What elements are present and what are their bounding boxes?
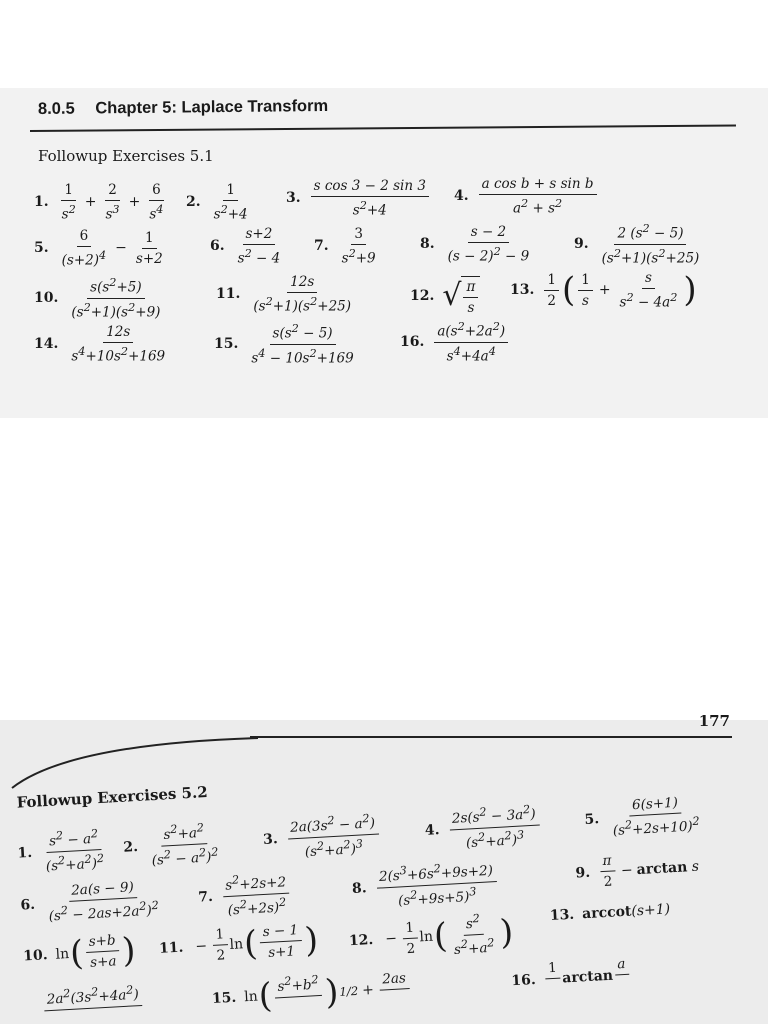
math-answer: $\frac{\pi}{2}$ − arctan s [597,848,700,891]
math-answer: $\frac{s+2}{s^2 - 4}$ [237,226,281,267]
math-answer: $\frac{6(s+1)}{(s^2+2s+10)^2}$ [612,794,700,839]
math-answer: ln ( $s^2+b^2$ ) 1/2 + 2as [243,968,412,1018]
exercise-number: 12. [348,931,374,950]
exercise-number: 1. [34,194,49,211]
exercise-11 [158,921,320,967]
exercise-16 [510,956,632,1000]
exercise-number: 10. [34,290,59,306]
exercise-11 [216,274,356,315]
math-answer: $\frac{1}{s^2+4}$ [213,182,248,223]
math-answer: − $\frac{1}{2}$ ln ( $\frac{s - 1}{s+1}$ ) [194,919,320,964]
math-answer: $\frac{s^2+a^2}{(s^2 - a^2)^2}$ [151,821,219,869]
exercises-5-1-title: Followup Exercises 5.1 [38,147,214,165]
math-answer: $\frac{2s(s^2 - 3a^2)}{(s^2+a^2)^3}$ [446,802,542,851]
exercise-number: 13. [510,282,535,299]
math-answer: ln ( $\frac{s+b}{s+a}$ ) [55,929,137,974]
math-answer: $\frac{2 (s^2 - 5)}{(s^2+1)(s^2+25)}$ [601,222,700,266]
exercise-number: 7. [314,238,329,255]
exercise-number: 11. [216,286,241,303]
exercise-number: 16. [400,334,425,350]
math-answer: − $\frac{1}{2}$ ln ( $\frac{s^2}{s^2+a^2}$ ) [384,911,515,958]
math-answer: $\frac{6}{(s+2)^4}$ − $\frac{1}{s+2}$ [61,228,163,269]
exercise-number: 4. [454,188,469,205]
math-answer: $\frac{s(s^2+5)}{(s^2+1)(s^2+9)}$ [71,276,161,320]
exercises-5-2-block [10,748,768,1030]
exercise-number: 16. [510,971,537,989]
exercise-14-partial [41,983,145,1029]
exercise-2 [186,182,253,223]
exercise-number: 2. [122,838,139,856]
math-answer: $2a^2(3s^2+4a^2)$ [41,983,145,1029]
exercise-7 [314,226,381,267]
exercise-number: 12. [410,288,435,304]
exercise-1 [34,182,168,223]
exercise-number: 7. [197,888,214,906]
math-answer: $\frac{3}{s^2+9}$ [341,226,376,267]
math-answer: $\frac{s^2+2s+2}{(s^2+2s)^2}$ [220,870,293,918]
exercise-number: 6. [20,897,36,914]
math-answer: $\frac{2a(3s^2 - a^2)}{(s^2+a^2)^3}$ [285,811,382,860]
exercise-12 [410,276,480,316]
section-header [38,97,328,119]
exercise-number: 9. [574,236,589,252]
math-answer: $\frac{s - 2}{(s - 2)^2 - 9}$ [447,224,530,265]
exercise-number: 9. [575,864,591,882]
exercise-number: 8. [420,236,435,253]
exercise-13 [549,901,670,924]
exercise-number: 5. [584,811,600,829]
math-answer: $\frac{12s}{(s^2+1)(s^2+25)}$ [253,274,352,315]
exercise-9 [574,848,699,892]
exercise-16 [400,320,510,364]
exercise-number: 6. [210,238,225,255]
exercise-3 [286,178,431,219]
exercise-6 [19,878,164,926]
exercise-13 [510,270,698,311]
exercise-number: 4. [424,822,440,839]
exercise-number: 14. [34,336,59,353]
exercise-number: 13. [549,906,575,925]
math-answer: $\frac{2a(s - 9)}{(s^2 - 2as+2a^2)^2}$ [48,879,160,925]
exercise-5 [34,228,168,269]
math-answer: $\frac{s(s^2 - 5)}{s^4 - 10s^2+169}$ [251,322,354,366]
math-answer: $\frac{\text{s cos 3 − 2 sin 3}}{s^2+4}$ [309,178,431,219]
page-rule [250,736,732,738]
exercise-number: 15. [214,336,239,352]
math-answer: $\frac{1}{2}$ ( $\frac{1}{s}$ + $\frac{s}{s^2 - 4a^2}$ ) [542,270,697,311]
exercise-number: 10. [22,946,49,965]
math-answer: 1 arctan a [543,956,632,998]
math-answer: √ $\frac{\pi}{s}$ [442,276,480,316]
exercise-12 [348,910,516,963]
math-answer: $\frac{s^2 - a^2}{(s^2+a^2)^2}$ [45,827,105,875]
exercise-9 [574,222,704,266]
exercise-1 [16,827,109,876]
exercise-number: 2. [186,194,201,211]
exercise-number: 5. [34,240,49,257]
exercise-4 [454,176,599,217]
math-answer: $\frac{\text{a cos b + s sin b}}{a^2 + s^2}$ [477,176,599,217]
exercise-2 [122,820,224,869]
math-answer: $\frac{2(s^3+6s^2+9s+2)}{(s^2+9s+5)^3}$ [373,859,499,910]
exercises-5-2-title: Followup Exercises 5.2 [16,782,209,812]
exercise-3 [262,811,382,861]
exercise-number: 15. [211,989,237,1008]
section-number: 8.0.5 [37,99,75,118]
exercise-number: 3. [262,831,279,848]
exercise-15 [214,322,359,366]
exercise-4 [424,802,543,852]
math-answer: $\frac{12s}{s^4+10s^2+169}$ [71,324,166,365]
exercise-5 [583,793,705,840]
exercise-14 [34,324,170,365]
section-title: Chapter 5: Laplace Transform [95,96,329,118]
exercise-number: 8. [351,880,368,898]
exercise-8 [420,224,534,265]
exercise-8 [351,859,500,911]
exercise-number: 1. [17,844,33,862]
exercise-10 [34,276,165,320]
math-answer: arccot (s+1) [581,901,671,923]
page-number: 177 [698,712,730,730]
exercise-10 [22,931,137,974]
math-answer: $\frac{1}{s^2}$ + $\frac{2}{s^3}$ + $\frac{6}{s^4}$ [61,182,164,223]
exercise-number: 3. [286,190,301,207]
math-answer: $\frac{a(s^2+2a^2)}{s^4+4a^4}$ [432,320,510,364]
exercise-6 [210,226,285,267]
exercise-number: 11. [158,939,184,957]
exercise-7 [197,870,293,919]
